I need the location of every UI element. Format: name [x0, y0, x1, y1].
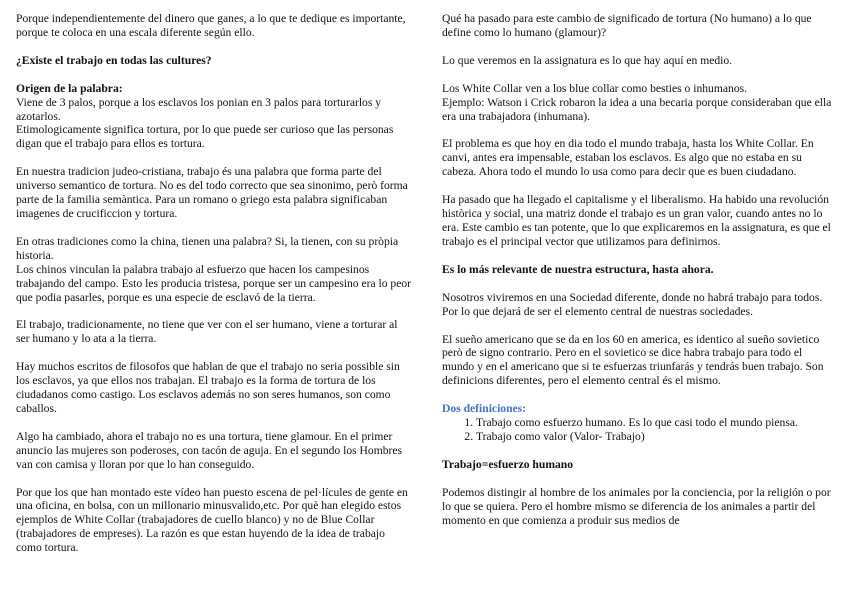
paragraph: Podemos distingir al hombre de los animales por la conciencia, por la religión o por lo que se quiera. Pero el hombre mismo se diferencia de los animales a partir del momento en que comienza a produir sus medios de: [442, 485, 831, 527]
right-column: [442, 12, 836, 541]
paragraph: En nuestra tradicion judeo-cristiana, trabajo és una palabra que forma parte del universo semantico de tortura. No es del todo correcto que sea sinonimo, però forma parte de la familia semàntica. Para un romano o griego esta palabra significaban imagenes de crucificcion y tortura.: [16, 165, 408, 220]
paragraph-line: En otras tradiciones como la china, tienen una palabra? Si, la tienen, con su pròpia historia.: [16, 234, 399, 262]
left-column: [16, 12, 412, 569]
paragraph: El trabajo, tradicionamente, no tiene que ver con el ser humano, viene a torturar al ser humano y lo ata a la tierra.: [16, 318, 398, 346]
section-heading: ¿Existe el trabajo en todas las cultures?: [16, 53, 212, 67]
paragraph: Por que los que han montado este vídeo han puesto escena de pel·lícules de gente en una oficina, en bolsa, con un millonario minusvalido,etc. Por què han elegido estos ejemplos de White Collar (trabajadores de cuello blanco) y no de Blue Collar (trabajadores de empreses). La razón es que estan huyendo de la idea de trabajo como tortura.: [16, 485, 408, 555]
section-heading: Origen de la palabra:: [16, 81, 123, 95]
paragraph-line: Ejemplo: Watson i Crick robaron la idea a una becaria porque consideraban que ella era una trabajadora (inhumana).: [442, 95, 832, 123]
paragraph-line: Viene de 3 palos, porque a los esclavos los ponian en 3 palos para torturarlos y azotarlos.: [16, 95, 382, 123]
paragraph: Ha pasado que ha llegado el capitalisme y el liberalismo. Ha habido una revolución històrica y social, una matriz donde el trabajo es un gran valor, cuando antes no lo era. Este cambio es tan potente, que lo que explicaremos en la assignatura, es que el trabajo es el principal vector que utilizamos para definirnos.: [442, 193, 831, 248]
china-block: [16, 235, 412, 305]
definitions-heading: Dos definiciones:: [442, 402, 527, 416]
definitions-list: [442, 416, 836, 444]
section-heading: Es lo más relevante de nuestra estructura, hasta ahora.: [442, 262, 714, 276]
paragraph: El problema es que hoy en dia todo el mundo trabaja, hasta los White Collar. En canvi, antes era impensable, estaban los esclavos. Es algo que no estaba en su cabeza. Ahora todo el mundo lo usa como para decir que es buen ciudadano.: [442, 137, 814, 179]
list-item: 2. Trabajo como valor (Valor- Trabajo): [476, 430, 836, 444]
paragraph: Lo que veremos en la assignatura es lo que hay aquí en medio.: [442, 53, 733, 67]
collar-block: [442, 82, 836, 124]
paragraph: Algo ha cambiado, ahora el trabajo no es una tortura, tiene glamour. En el primer anuncio las mujeres son poderoses, con tacón de aguja. En el segundo los Hombres van con camisa y lloran por que lo han conseguido.: [16, 429, 403, 471]
paragraph-line: Los chinos vinculan la palabra trabajo al esfuerzo que hacen los campesinos trabajando del campo. Esto les producia tristesa, porque ser un campesino era lo peor que podia pasarles, porque es una especie de esclavó de la tierra.: [16, 262, 412, 304]
section-heading: Trabajo=esfuerzo humano: [442, 457, 574, 471]
origin-block: [16, 82, 412, 152]
paragraph-line: Los White Collar ven a los blue collar como besties o inhumanos.: [442, 81, 748, 95]
list-item: 1. Trabajo como esfuerzo humano. Es lo que casi todo el mundo piensa.: [476, 416, 836, 430]
paragraph-line: Etimologicamente significa tortura, por lo que puede ser curioso que las personas digan que el trabajo para ellos es tortura.: [16, 123, 394, 151]
paragraph: Nosotros viviremos en una Sociedad diferente, donde no habrá trabajo para todos. Por lo que dejará de ser el elemento central de nuestras sociedades.: [442, 290, 823, 318]
paragraph: Qué ha pasado para este cambio de significado de tortura (No humano) a lo que define como lo humano (glamour)?: [442, 12, 812, 39]
paragraph: El sueño americano que se da en los 60 en america, es identico al sueño sovietico però de signo contrario. Pero en el sovietico se dice habra trabajo para todo el mundo y en el americano que si te esfuerzas triunfarás y tendrás buen trabajo. Son definicions diferentes, pero el elemento central és el mismo.: [442, 332, 824, 388]
paragraph: Porque independientemente del dinero que ganes, a lo que te dedique es importante, porque te coloca en una escala diferente según ello.: [16, 12, 406, 39]
paragraph: Hay muchos escritos de filosofos que hablan de que el trabajo no seria possible sin los esclavos, ya que ellos nos trabajan. El trabajo es la forma de tortura de los ciudadanos como castigo. Los esclavos además no son seres humanos, son como caballos.: [16, 360, 400, 415]
